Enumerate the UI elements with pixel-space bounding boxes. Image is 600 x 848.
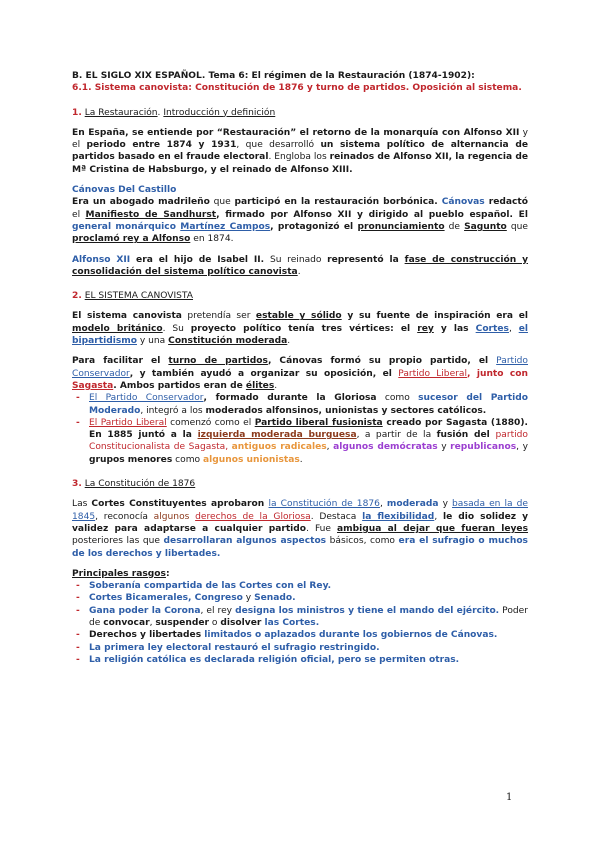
text-run: que bbox=[506, 221, 528, 232]
text-run: en 1874. bbox=[190, 234, 234, 245]
list-item bbox=[72, 580, 528, 592]
section-1-number: 1. bbox=[72, 107, 82, 118]
bullet-dash: - bbox=[76, 417, 80, 428]
text-run: La primera ley electoral restauró el sufragio restringido. bbox=[89, 642, 380, 653]
text-run: limitados o aplazados durante los gobiernos de Cánovas. bbox=[204, 630, 498, 641]
text-run: le dio solidez y validez para adaptarse a cualquier partido bbox=[72, 511, 528, 534]
text-run: , reconocía bbox=[95, 511, 154, 522]
text-run: Cortes Bicamerales, bbox=[89, 593, 195, 604]
text-run: Manifiesto de Sandhurst bbox=[85, 209, 217, 220]
canovas-heading bbox=[72, 184, 528, 196]
text-run: la flexibilidad bbox=[362, 511, 435, 522]
section-3-title: La Constitución de 1876 bbox=[84, 479, 196, 490]
section-1-paragraph-2 bbox=[72, 196, 528, 245]
text-run: o bbox=[209, 617, 221, 628]
text-run: y bbox=[242, 593, 255, 604]
text-run: . bbox=[292, 593, 296, 604]
text-run: . bbox=[299, 454, 303, 465]
text-run: de bbox=[444, 221, 465, 232]
rasgos-heading bbox=[72, 568, 528, 580]
text-run: grupos menores bbox=[89, 454, 173, 465]
text-run: basada en la de 1845 bbox=[72, 499, 528, 522]
list-item bbox=[72, 592, 528, 604]
page-content bbox=[72, 70, 528, 666]
text-run: comenzó como el bbox=[166, 417, 255, 428]
text-run: turno de partidos bbox=[168, 356, 268, 367]
text-run: periodo entre 1874 y 1931 bbox=[86, 140, 237, 151]
text-run: . Engloba los bbox=[268, 152, 330, 163]
text-run: Congreso bbox=[194, 593, 243, 604]
text-run: , y bbox=[516, 442, 528, 453]
text-run: proyecto político tenía tres vértices: el bbox=[190, 323, 418, 334]
text-run: , que desarrolló bbox=[236, 140, 321, 151]
rasgos-title: Principales rasgos bbox=[72, 568, 166, 579]
section-1-title-b: Introducción y definición bbox=[163, 107, 276, 118]
text-run: algunos bbox=[153, 511, 196, 522]
text-run: Cánovas bbox=[441, 197, 485, 208]
text-run: Partido liberal fusionista bbox=[254, 417, 383, 428]
text-run: El Partido Liberal bbox=[89, 417, 167, 428]
section-3-heading bbox=[72, 478, 528, 490]
bullet-dash: - bbox=[76, 393, 80, 404]
text-run: Gana poder la Corona bbox=[89, 605, 201, 616]
text-run: pretendía ser bbox=[181, 311, 256, 322]
text-run: designa los ministros y tiene el mando del ejército. bbox=[235, 605, 500, 616]
text-run: El sistema canovista bbox=[72, 311, 182, 322]
section-1-paragraph-1 bbox=[72, 127, 528, 176]
text-run: élites bbox=[245, 380, 275, 391]
list-item bbox=[72, 654, 528, 666]
bullet-dash: - bbox=[76, 654, 80, 665]
text-run: Sagunto bbox=[464, 221, 507, 232]
text-run: la Constitución de 1876 bbox=[268, 499, 380, 510]
document-title bbox=[72, 70, 528, 82]
text-run: proclamó rey a Alfonso bbox=[72, 234, 191, 245]
text-run: . Su bbox=[162, 323, 191, 334]
section-1-heading bbox=[72, 107, 528, 119]
text-run: , y también ayudó a organizar su oposición, el bbox=[129, 368, 399, 379]
text-run: El Partido Conservador bbox=[89, 393, 204, 404]
text-run: convocar bbox=[103, 617, 150, 628]
text-run: y las bbox=[433, 323, 476, 334]
text-run: algunos unionistas bbox=[203, 454, 300, 465]
text-run: sucesor del Partido Moderado bbox=[89, 393, 528, 416]
text-run: , a partir de la bbox=[356, 430, 437, 441]
text-run: redactó bbox=[484, 197, 529, 208]
text-run: estable y sólido bbox=[255, 311, 342, 322]
text-run: , bbox=[149, 617, 156, 628]
section-3-number: 3. bbox=[72, 479, 82, 490]
section-1-paragraph-3 bbox=[72, 254, 528, 279]
text-run: las Cortes bbox=[261, 617, 316, 628]
text-run: general monárquico bbox=[72, 221, 181, 232]
text-run: representó la bbox=[327, 254, 405, 265]
text-run: el bipartidismo bbox=[72, 323, 528, 347]
text-run: un sistema político de alternancia de partidos basado en el fraude electoral bbox=[72, 140, 528, 163]
text-run: antiguos radicales bbox=[231, 442, 327, 453]
text-run: . bbox=[315, 617, 320, 628]
text-run: Alfonso XII bbox=[72, 254, 131, 265]
text-run: participó en la restauración borbónica. bbox=[234, 197, 442, 208]
text-run: fase de construcción y consolidación del sistema político canovista bbox=[72, 254, 528, 277]
text-run: como bbox=[172, 454, 204, 465]
text-run: Partido Liberal bbox=[398, 368, 468, 379]
text-run: Derechos y libertades bbox=[89, 630, 205, 641]
list-item bbox=[72, 392, 528, 417]
text-run: . bbox=[274, 380, 278, 391]
bullet-dash: - bbox=[76, 605, 80, 616]
section-2-number: 2. bbox=[72, 291, 82, 302]
text-run: . bbox=[297, 266, 301, 277]
page-number: 1 bbox=[506, 792, 513, 803]
text-run: desarrollaran algunos aspectos bbox=[163, 536, 327, 547]
text-run: creado por Sagasta (1880). En 1885 juntó a la bbox=[89, 417, 528, 441]
text-run: moderados alfonsinos, unionistas y sectores católicos. bbox=[205, 405, 487, 416]
text-run: y bbox=[437, 442, 451, 453]
text-run: . Destaca bbox=[310, 511, 363, 522]
text-run: Constitución moderada bbox=[168, 336, 288, 347]
text-run: rey bbox=[417, 323, 434, 334]
text-run: , Cánovas formó su propio partido, el bbox=[267, 356, 497, 367]
text-run: Para facilitar el bbox=[72, 356, 169, 367]
text-run: Sagasta bbox=[72, 380, 114, 391]
section-1-title-a: La Restauración bbox=[84, 107, 158, 118]
text-run: Cortes bbox=[475, 323, 509, 334]
text-run: izquierda moderada burguesa bbox=[197, 430, 357, 441]
text-run: Cortes Constituyentes aprobaron bbox=[91, 499, 269, 510]
text-run: Senado bbox=[254, 593, 293, 604]
text-run: partido Constitucionalista de Sagasta, bbox=[89, 430, 528, 453]
text-run: , formado durante la Gloriosa bbox=[203, 393, 377, 404]
section-2-heading bbox=[72, 290, 528, 302]
text-run: , el rey bbox=[200, 605, 236, 616]
rasgos-colon: : bbox=[165, 568, 170, 579]
section-2-title: EL SISTEMA CANOVISTA bbox=[84, 291, 194, 302]
list-item bbox=[72, 605, 528, 630]
section-1-title-dot: . bbox=[157, 107, 161, 118]
text-run: fusión del bbox=[436, 430, 496, 441]
text-run: Martínez Campos bbox=[180, 221, 271, 232]
text-run: ambigua al dejar que fueran leyes bbox=[337, 523, 529, 534]
text-run: el bbox=[72, 209, 86, 220]
text-run: Era un abogado madrileño bbox=[72, 197, 210, 208]
bullet-dash: - bbox=[76, 642, 80, 653]
text-run: . Fue bbox=[306, 523, 338, 534]
bullet-dash: - bbox=[76, 630, 80, 641]
text-run: básicos, como bbox=[326, 536, 399, 547]
text-run: . Ambos partidos eran de bbox=[113, 380, 246, 391]
text-run: , protagonizó el bbox=[270, 221, 358, 232]
text-run: suspender bbox=[155, 617, 209, 628]
canovas-heading-text: Cánovas Del Castillo bbox=[72, 185, 177, 196]
section-3-paragraph-1 bbox=[72, 498, 528, 559]
text-run: y una bbox=[136, 336, 169, 347]
text-run: era el hijo de Isabel II. bbox=[130, 254, 271, 265]
text-run: Su reinado bbox=[270, 254, 328, 265]
document-subtitle-text: 6.1. Sistema canovista: Constitución de 1876 y turno de partidos. Oposición al sistema. bbox=[72, 83, 522, 94]
text-run: y el bbox=[72, 127, 528, 151]
bullet-dash: - bbox=[76, 581, 80, 592]
text-run: pronunciamiento bbox=[357, 221, 445, 232]
text-run: algunos demócratas bbox=[333, 442, 438, 453]
text-run: , bbox=[379, 499, 387, 510]
text-run: En España, se entiende por “Restauración” el retorno de la monarquía con Alfonso XII bbox=[72, 127, 520, 138]
text-run: reinados de Alfonso XII, la regencia de Mª Cristina de Habsburgo, y el reinado de Alfonso XIII. bbox=[72, 152, 529, 175]
text-run: moderada bbox=[386, 499, 439, 510]
text-run: como bbox=[376, 393, 419, 404]
text-run: , bbox=[508, 323, 519, 334]
text-run: y su fuente de inspiración era el bbox=[341, 311, 529, 322]
text-run: republicanos bbox=[450, 442, 517, 453]
text-run: derechos de la Gloriosa bbox=[195, 511, 311, 522]
text-run: y bbox=[438, 499, 453, 510]
text-run: Partido Conservador bbox=[72, 356, 528, 379]
document-subtitle bbox=[72, 82, 528, 94]
text-run: era el sufragio o muchos de los derechos y libertades. bbox=[72, 536, 528, 559]
text-run: que bbox=[209, 197, 235, 208]
section-2-paragraph-2 bbox=[72, 355, 528, 392]
text-run: , junto con bbox=[467, 368, 529, 379]
text-run: . bbox=[287, 336, 291, 347]
text-run: , integró a los bbox=[140, 405, 206, 416]
rasgos-list bbox=[72, 580, 528, 666]
party-list bbox=[72, 392, 528, 466]
text-run: modelo británico bbox=[72, 323, 163, 334]
text-run: posteriores las que bbox=[72, 536, 164, 547]
text-run: , bbox=[326, 442, 334, 453]
list-item bbox=[72, 629, 528, 641]
section-2-paragraph-1 bbox=[72, 310, 528, 347]
text-run: , bbox=[434, 511, 443, 522]
text-run: Las bbox=[72, 499, 92, 510]
bullet-dash: - bbox=[76, 593, 80, 604]
text-run: disolver bbox=[220, 617, 262, 628]
text-run: Soberanía compartida de las Cortes con el Rey. bbox=[89, 581, 332, 592]
list-item bbox=[72, 642, 528, 654]
text-run: La religión católica es declarada religión oficial, pero se permiten otras. bbox=[89, 654, 460, 665]
list-item bbox=[72, 417, 528, 466]
document-title-text: B. EL SIGLO XIX ESPAÑOL. Tema 6: El régimen de la Restauración (1874-1902): bbox=[72, 71, 475, 81]
text-run: Poder de bbox=[89, 605, 528, 628]
text-run: , firmado por Alfonso XII y dirigido al pueblo español. El bbox=[216, 209, 528, 220]
